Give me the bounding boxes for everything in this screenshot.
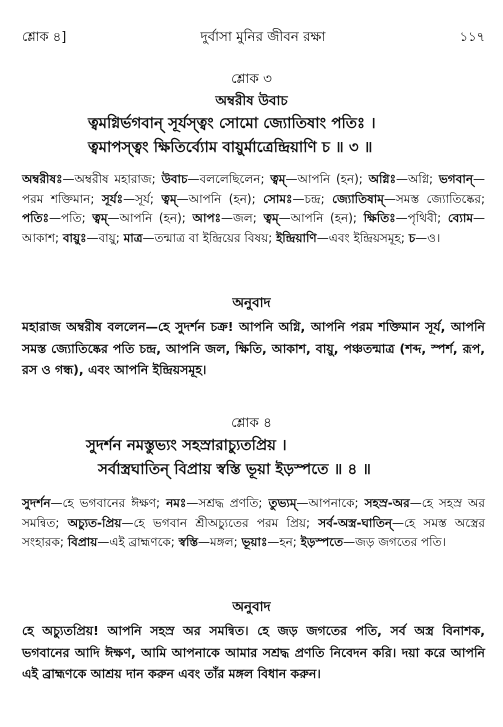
running-header	[22, 26, 485, 46]
synonym-meaning: —হে সমস্ত অস্ত্রের সংহারক;	[22, 515, 485, 549]
translation-4-heading: অনুবাদ	[232, 599, 271, 615]
synonym-meaning: —আপনাকে;	[296, 496, 365, 510]
synonym-word: পতিঃ	[22, 211, 49, 225]
synonym-word: নমঃ	[166, 496, 187, 510]
synonym-meaning: —অম্বরীষ মহারাজ;	[62, 172, 162, 186]
synonym-meaning: —হন;	[267, 535, 301, 549]
synonyms-4	[22, 494, 485, 553]
synonym-word: সোমঃ	[263, 191, 293, 206]
synonym-word: ত্বম্	[161, 191, 177, 206]
synonym-word: সুদর্শন	[22, 496, 51, 510]
synonym-word: সর্ব-অস্ত্র-ঘাতিন্	[318, 515, 392, 530]
translation-3-text: মহারাজ অম্বরীষ বললেন—হে সুদর্শন চক্র! আপনি অগ্নি, আপনি পরম শক্তিমান সূর্য, আপনি সমস্ত জ্যোতিষ্কের পতি চন্দ্র, আপনি জল, ক্ষিতি, আকাশ, বায়ু, পঞ্চতন্মাত্র (শব্দ, স্পর্শ, রূপ, রস ও গন্ধ), এবং আপনি ইন্দ্রিয়সমূহ।	[22, 319, 485, 377]
verse-4-label: শ্লোক ৪	[231, 415, 272, 431]
synonym-word: অগ্নিঃ	[368, 172, 397, 186]
synonym-word: ভগবান্	[438, 172, 473, 186]
synonym-meaning: —এবং ইন্দ্রিয়সমূহ;	[316, 230, 409, 245]
synonym-word: ত্বম্	[92, 211, 108, 225]
synonym-meaning: —পৃথিবী;	[395, 211, 448, 225]
synonym-word: জ্যোতিষাম্	[332, 191, 384, 206]
verse-3-line-1: ত্বমগ্নির্ভগবান্ সূর্যস্ত্বং সোমো জ্যোতিষাং পতিঃ ।	[88, 114, 376, 132]
synonym-meaning: —পতি;	[48, 211, 93, 225]
verse-3-line-2: ত্বমাপস্ত্বং ক্ষিতির্ব্যোম বায়ুর্মাত্রেন্দ্রিয়াণি চ ॥ ৩ ॥	[88, 138, 373, 156]
synonym-word: মাত্র	[123, 230, 143, 245]
synonym-meaning: —আপনি (হন);	[107, 211, 193, 225]
synonym-meaning: —সূর্য;	[123, 191, 162, 206]
synonym-word: স্বস্তি	[178, 535, 199, 549]
page-number: ১১৭	[459, 30, 485, 45]
translation-3-heading: অনুবাদ	[232, 295, 271, 311]
synonym-meaning: —জল;	[221, 211, 264, 225]
synonym-word: বায়ুঃ	[62, 230, 87, 245]
synonym-meaning: —পরম শক্তিমান;	[22, 172, 485, 206]
synonym-meaning: —মঙ্গল;	[198, 535, 242, 549]
synonym-meaning: —অগ্নি;	[396, 172, 439, 186]
synonym-meaning: —জড় জগতের পতি।	[343, 535, 446, 549]
synonym-meaning: —হে ভগবান শ্রীঅচ্যুতের পরম প্রিয়;	[121, 515, 319, 530]
synonym-meaning: —আপনি (হন);	[285, 172, 369, 186]
synonym-meaning: —ও।	[415, 230, 441, 245]
synonym-word: ইড়স্পতে	[300, 535, 344, 549]
synonym-word: উবাচ	[161, 172, 188, 186]
synonym-word: চ	[408, 230, 416, 245]
synonym-meaning: —চন্দ্র;	[292, 191, 333, 206]
synonym-meaning: —বায়ু;	[86, 230, 124, 245]
synonym-meaning: —সশ্রদ্ধ প্রণতি;	[186, 496, 269, 510]
synonym-meaning: —সমস্ত জ্যোতিষ্কের;	[383, 191, 486, 206]
synonym-word: আপঃ	[192, 211, 222, 225]
synonym-meaning: —হে সহস্র অর সমন্বিত;	[22, 496, 485, 530]
synonym-meaning: —বললেছিলেন;	[187, 172, 271, 186]
verse-3-speaker: অম্বরীষ উবাচ	[215, 93, 288, 109]
synonym-word: ভূয়াঃ	[241, 535, 268, 549]
synonym-word: ইন্দ্রিয়াণি	[276, 230, 317, 245]
verse-3-label: শ্লোক ৩	[231, 71, 272, 87]
synonym-word: বিপ্রায়	[67, 535, 98, 549]
synonym-word: সহস্র-অর	[364, 496, 410, 510]
synonym-meaning: —আকাশ;	[22, 211, 485, 245]
synonym-word: সূর্যঃ	[101, 191, 124, 206]
synonym-word: তুভ্যম্	[268, 496, 297, 510]
synonym-word: ক্ষিতিঃ	[363, 211, 396, 225]
synonym-word: অম্বরীষঃ	[22, 172, 63, 186]
synonym-meaning: —আপনি (হন);	[176, 191, 264, 206]
synonym-meaning: —এই ব্রাহ্মণকে;	[97, 535, 179, 549]
translation-4-text: হে অচ্যুতপ্রিয়! আপনি সহস্র অর সমন্বিত। হে জড় জগতের পতি, সর্ব অস্ত্র বিনাশক, ভগবানের আদি ঈক্ষণ, আমি আপনাকে আমার সশ্রদ্ধ প্রণতি নিবেদন করি। দয়া করে আপনি এই ব্রাহ্মণকে আশ্রয় দান করুন এবং তাঁর মঙ্গল বিধান করুন।	[22, 623, 485, 681]
synonym-meaning: —আপনি (হন);	[278, 211, 364, 225]
synonyms-3	[22, 170, 485, 248]
synonym-meaning: —তন্মাত্র বা ইন্দ্রিয়ের বিষয়;	[142, 230, 277, 245]
synonym-word: ব্যোম	[447, 211, 473, 225]
header-chapter-title: দুর্বাসা মুনির জীবন রক্ষা	[200, 29, 326, 45]
synonym-word: অচ্যুত-প্রিয়	[67, 515, 122, 530]
header-verse-ref: শ্লোক ৪]	[22, 30, 67, 45]
synonym-word: ত্বম্	[270, 172, 286, 186]
synonym-meaning: —হে ভগবানের ঈক্ষণ;	[50, 496, 167, 510]
verse-4-line-2: সর্বাস্ত্রঘাতিন্ বিপ্রায় স্বস্তি ভূয়া ইড়স্পতে ॥ ৪ ॥	[98, 460, 371, 478]
synonym-word: ত্বম্	[263, 211, 279, 225]
verse-4-line-1: সুদর্শন নমস্তুভ্যং সহস্রারাচ্যুতপ্রিয় ।	[86, 436, 287, 454]
